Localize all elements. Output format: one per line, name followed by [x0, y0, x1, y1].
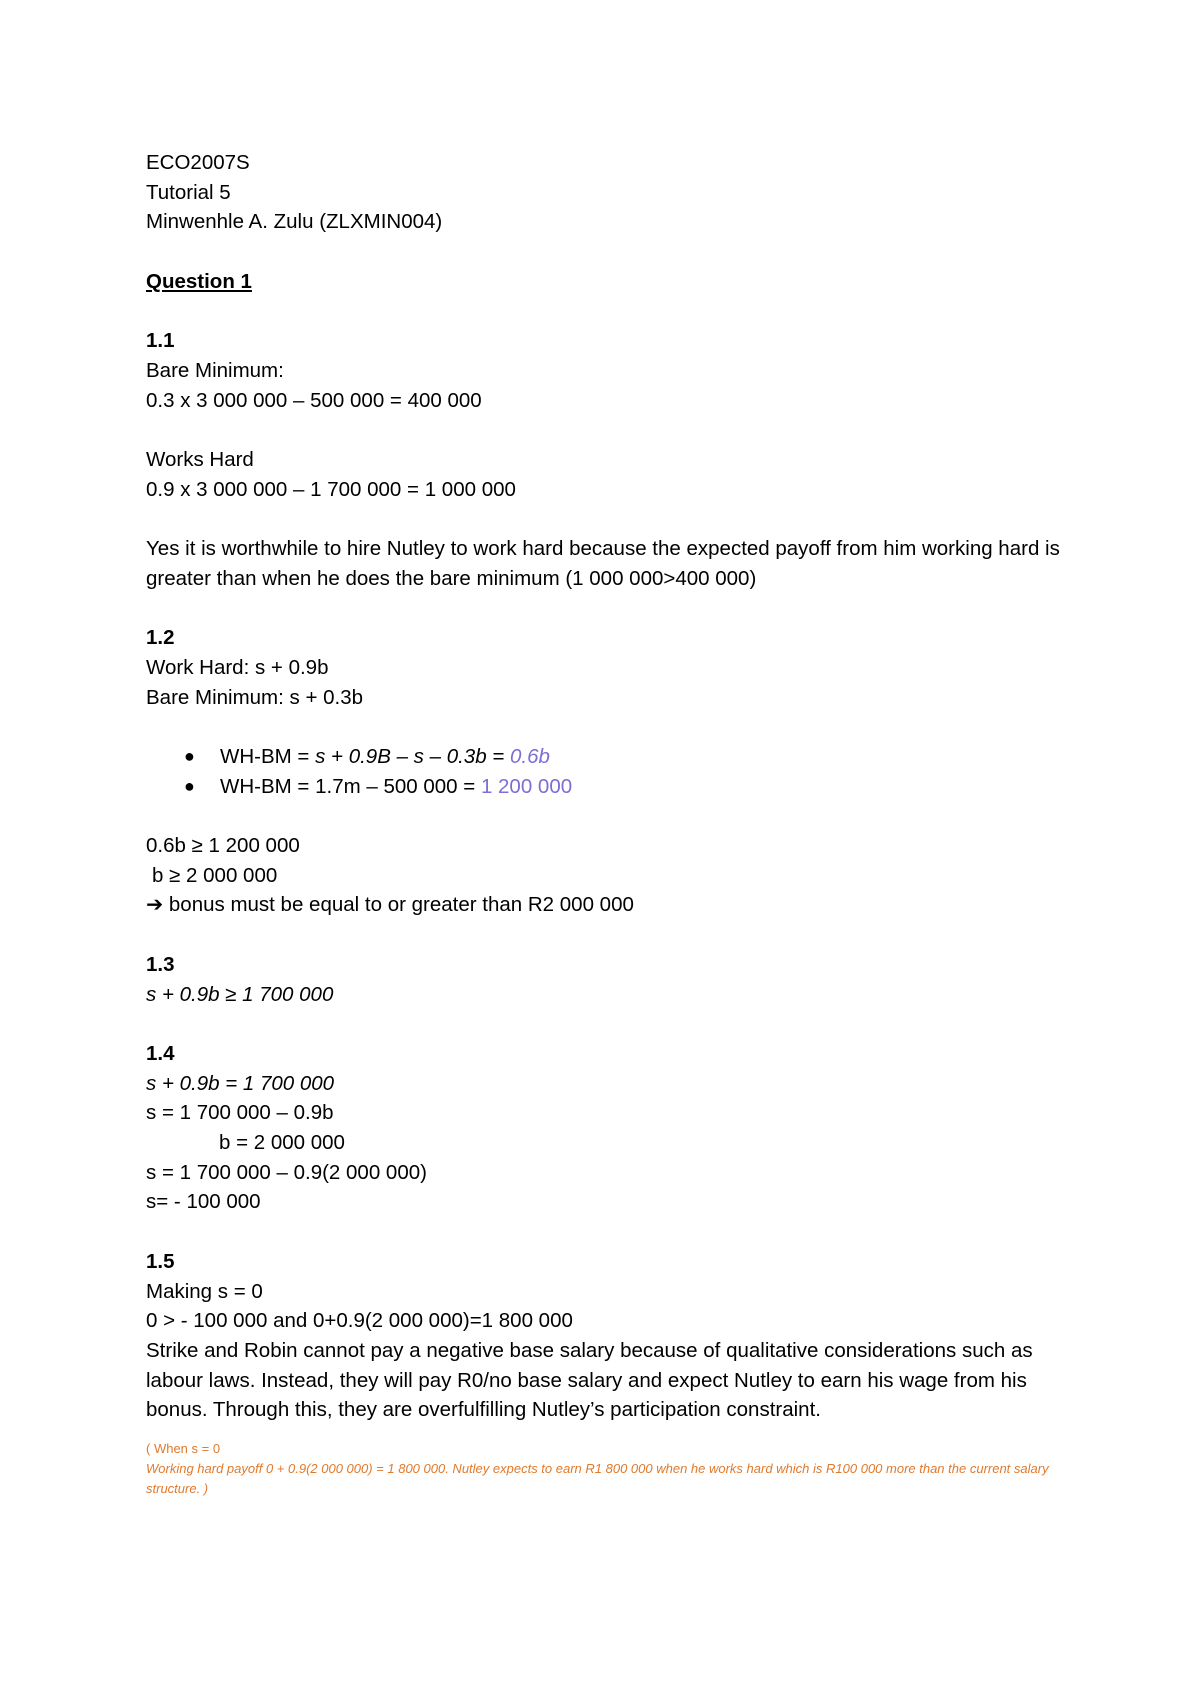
- bonus-conclusion-line: [146, 890, 1066, 920]
- section-1-5-line2: 0 > - 100 000 and 0+0.9(2 000 000)=1 800 000: [146, 1309, 573, 1333]
- bare-minimum-calc: 0.3 x 3 000 000 – 500 000 = 400 000: [146, 388, 482, 412]
- section-1-1-label: 1.1: [146, 329, 175, 353]
- section-1-4-label: 1.4: [146, 1041, 175, 1065]
- bullet1-text: WH-BM =: [220, 744, 316, 768]
- equation-1: s + 0.9b = 1 700 000: [146, 1071, 335, 1095]
- section-1-3-label: 1.3: [146, 952, 175, 976]
- equation-3: b = 2 000 000: [219, 1131, 345, 1155]
- section-1-3-expr: s + 0.9b ≥ 1 700 000: [146, 982, 334, 1006]
- bullet1-result: 0.6b: [509, 744, 550, 768]
- inequality-1: 0.6b ≥ 1 200 000: [146, 834, 300, 858]
- section-1-5-paragraph: Strike and Robin cannot pay a negative base salary because of qualitative considerations such as labour laws. Instead, they will pay R0/no base salary and expect Nutley to earn his wage from his bonus. Through this, they are overfulfilling Nutley’s participation constraint.: [146, 1338, 1033, 1422]
- inequality-2: b ≥ 2 000 000: [152, 863, 278, 887]
- equation-2: s = 1 700 000 – 0.9b: [146, 1101, 334, 1125]
- note-line-1: ( When s = 0: [146, 1441, 221, 1457]
- difference-list: [146, 742, 1066, 801]
- section-1-2-label: 1.2: [146, 626, 175, 650]
- work-hard-expr: Work Hard: s + 0.9b: [146, 655, 329, 679]
- tutorial-label: Tutorial 5: [146, 180, 231, 204]
- works-hard-title: Works Hard: [146, 447, 254, 471]
- arrow-right-icon: ➔: [146, 892, 164, 917]
- bullet2-result: 1 200 000: [480, 774, 573, 798]
- section-1-5-label: 1.5: [146, 1249, 175, 1273]
- student-name: Minwenhle A. Zulu (ZLXMIN004): [146, 210, 443, 234]
- bullet-icon: ●: [184, 745, 195, 766]
- bonus-conclusion: bonus must be equal to or greater than R2 000 000: [168, 893, 634, 917]
- bullet-icon: ●: [184, 775, 195, 796]
- section-1-1-conclusion: Yes it is worthwhile to hire Nutley to work hard because the expected payoff from him working hard is greater than when he does the bare minimum (1 000 000>400 000): [146, 537, 1060, 590]
- note-line-2: Working hard payoff 0 + 0.9(2 000 000) = 1 800 000. Nutley expects to earn R1 800 000 when he works hard which is R100 000 more than the current salary structure. ): [146, 1461, 1049, 1497]
- list-item: [184, 772, 1066, 802]
- works-hard-calc: 0.9 x 3 000 000 – 1 700 000 = 1 000 000: [146, 477, 516, 501]
- bare-minimum-title: Bare Minimum:: [146, 358, 284, 382]
- document-content: [146, 148, 1066, 1499]
- equation-5: s= - 100 000: [146, 1190, 261, 1214]
- list-item: [184, 742, 1066, 772]
- question-title: Question 1: [146, 269, 252, 293]
- teacher-note: [146, 1439, 1066, 1499]
- course-code: ECO2007S: [146, 151, 250, 174]
- bare-minimum-expr: Bare Minimum: s + 0.3b: [146, 685, 364, 709]
- bullet2-text: WH-BM = 1.7m – 500 000 =: [220, 774, 481, 798]
- bullet1-expr: s + 0.9B – s – 0.3b =: [315, 744, 510, 768]
- equation-4: s = 1 700 000 – 0.9(2 000 000): [146, 1160, 427, 1184]
- section-1-5-line1: Making s = 0: [146, 1279, 263, 1303]
